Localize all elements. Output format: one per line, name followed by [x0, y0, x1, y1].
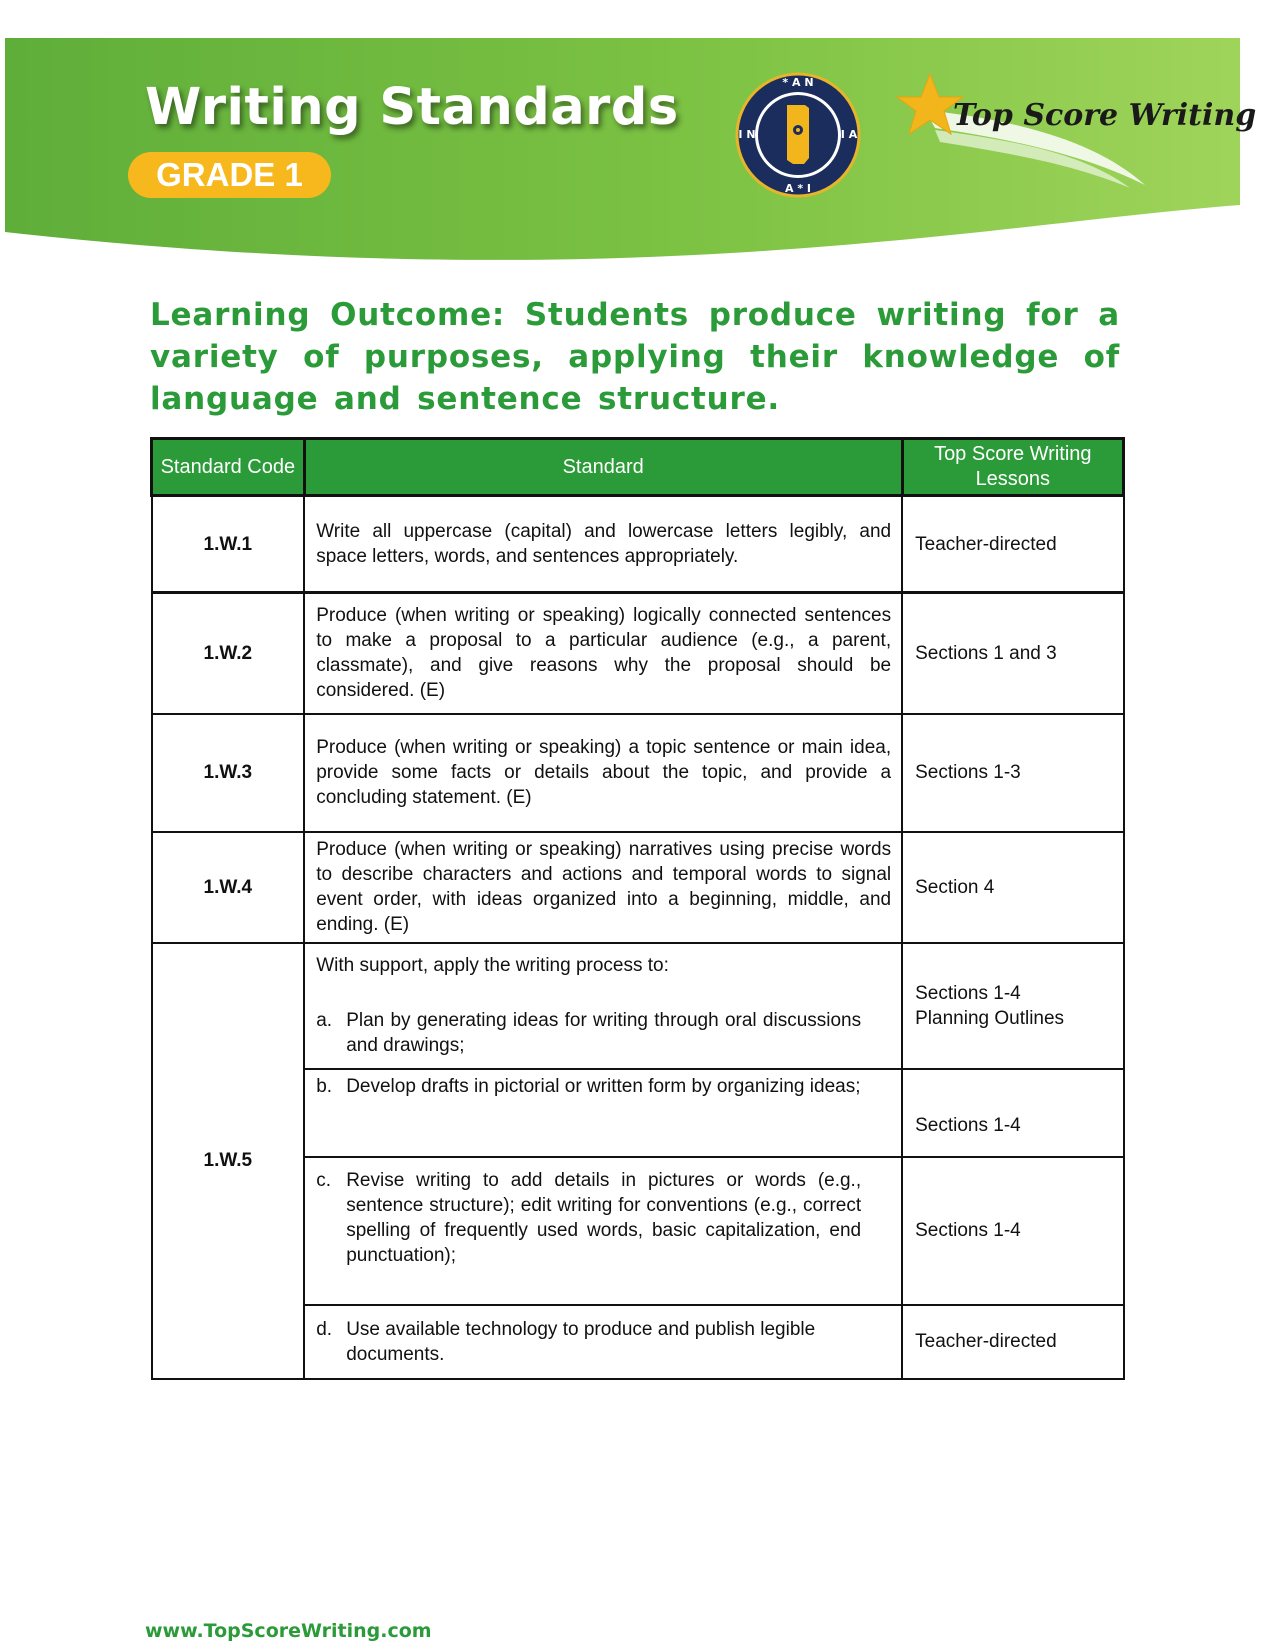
svg-text:I A: I A	[840, 128, 858, 141]
footer-website: www.TopScoreWriting.com	[145, 1620, 432, 1642]
standard-code: 1.W.4	[152, 832, 305, 943]
table-row	[152, 714, 1124, 832]
standard-code: 1.W.3	[152, 714, 305, 832]
table-row	[152, 832, 1124, 943]
item-text: Use available technology to produce and publish legible documents.	[346, 1318, 816, 1365]
table-row	[152, 593, 1124, 714]
item-label: d.	[316, 1318, 333, 1340]
w5-item-c	[316, 1168, 891, 1268]
item-label: c.	[316, 1169, 331, 1191]
top-score-writing-logo	[895, 70, 1257, 190]
standard-code: 1.W.2	[152, 593, 305, 714]
item-text: Develop drafts in pictorial or written form by organizing ideas;	[346, 1075, 861, 1097]
table-row	[152, 943, 1124, 1069]
lessons-cell: Sections 1 and 3	[902, 593, 1123, 714]
svg-text:I N: I N	[738, 128, 756, 141]
w5-item-b	[316, 1074, 891, 1099]
w5-item-d	[316, 1317, 891, 1367]
page-title: Writing Standards	[145, 78, 679, 137]
standard-text: Produce (when writing or speaking) a topic sentence or main idea, provide some facts or details about the topic, and provide a concluding statement. (E)	[304, 714, 902, 832]
svg-text:Top Score Writing: Top Score Writing	[953, 98, 1257, 133]
standard-text	[304, 1305, 902, 1379]
lessons-cell: Section 4	[902, 832, 1123, 943]
w5-intro: With support, apply the writing process to:	[316, 955, 669, 976]
standards-table	[150, 437, 1125, 1380]
standard-text: Produce (when writing or speaking) logically connected sentences to make a proposal to a particular audience (e.g., a parent, classmate), and give reasons why the proposal should be considered. (E)	[304, 593, 902, 714]
w5-item-a	[316, 1008, 891, 1058]
standard-text	[304, 943, 902, 1069]
grade-badge: GRADE 1	[128, 152, 331, 198]
table-row	[152, 496, 1124, 593]
lessons-cell: Sections 1-3	[902, 714, 1123, 832]
lessons-line: Sections 1-4	[915, 982, 1021, 1004]
item-text: Plan by generating ideas for writing through oral discussions and drawings;	[346, 1010, 862, 1056]
item-label: b.	[316, 1075, 333, 1097]
svg-text:A * I: A * I	[784, 182, 812, 195]
lessons-cell: Teacher-directed	[902, 1305, 1123, 1379]
lessons-cell: Sections 1-4	[902, 1069, 1123, 1157]
standard-code: 1.W.1	[152, 496, 305, 593]
lessons-cell: Teacher-directed	[902, 496, 1123, 593]
lessons-cell	[902, 943, 1123, 1069]
item-label: a.	[316, 1010, 333, 1031]
standard-text	[304, 1069, 902, 1157]
lessons-cell: Sections 1-4	[902, 1157, 1123, 1305]
indiana-seal-icon	[735, 72, 861, 198]
standard-text: Produce (when writing or speaking) narratives using precise words to describe characters and actions and temporal words to signal event order, with ideas organized into a beginning, middle, and ending. (E)	[304, 832, 902, 943]
standard-text	[304, 1157, 902, 1305]
item-text: Revise writing to add details in pictures or words (e.g., sentence structure); edit writing for conventions (e.g., correct spelling of frequently used words, basic capitalization, end punctuation);	[346, 1169, 862, 1266]
standard-code: 1.W.5	[152, 943, 305, 1379]
learning-outcome: Learning Outcome: Students produce writing for a variety of purposes, applying their knowledge of language and sentence structure.	[150, 297, 1120, 417]
lessons-line: Planning Outlines	[915, 1007, 1065, 1029]
header-standard: Standard	[304, 439, 902, 496]
standard-text: Write all uppercase (capital) and lowercase letters legibly, and space letters, words, and sentences appropriately.	[304, 496, 902, 593]
header-lessons: Top Score Writing Lessons	[902, 439, 1123, 496]
table-header-row	[152, 439, 1124, 496]
header-standard-code: Standard Code	[152, 439, 305, 496]
svg-text:* A N: * A N	[782, 76, 814, 89]
